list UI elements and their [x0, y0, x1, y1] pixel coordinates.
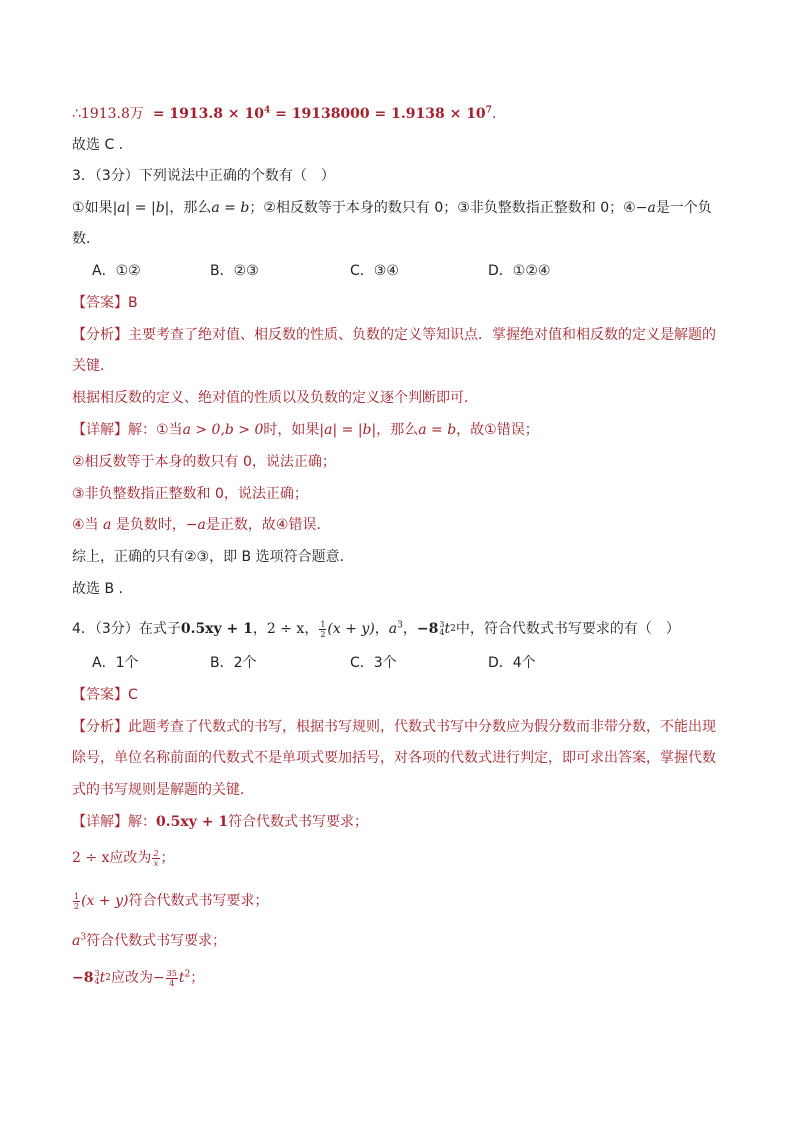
- prev-choose: 故选 C .: [72, 137, 124, 153]
- q4-detail-5-end: ；: [190, 970, 205, 986]
- q3-option-b: B．②③: [210, 263, 259, 279]
- q4-detail-2-expr: 2 ÷ x: [72, 850, 110, 866]
- q3-statements-cont: 数．: [72, 231, 100, 247]
- q3-option-a: A．①②: [92, 263, 141, 279]
- detail-1-cond: a > 0,b > 0: [182, 422, 264, 438]
- frac-den: 2: [320, 629, 326, 639]
- q3-detail-1: [72, 420, 539, 440]
- q4-detail-5-int: −8: [72, 970, 94, 986]
- q4-detail-5-den: 4: [169, 978, 175, 988]
- expr-2: 2 ÷ x: [266, 621, 305, 637]
- q4-detail-1-expr: 0.5xy + 1: [156, 814, 229, 830]
- q4-analysis-3: 式的书写规则是解题的关键．: [72, 782, 254, 798]
- sep-4: ，: [402, 621, 417, 637]
- q4-detail-5: [72, 968, 204, 988]
- q4-option-c: C．3个: [350, 655, 397, 671]
- q4-detail-2-frac: [152, 849, 159, 868]
- expr-4-exp: 3: [397, 620, 403, 631]
- detail-1-abs: |a| = |b|: [319, 422, 377, 438]
- q4-detail-5-mnum: 3: [94, 969, 100, 978]
- q4-stem: [72, 619, 680, 639]
- q4-detail-3-text: 符合代数式书写要求；: [128, 893, 269, 909]
- q3-statements: [72, 198, 712, 218]
- q4-detail-2-den: x: [153, 858, 159, 868]
- expr-5-var: t: [444, 621, 451, 637]
- q4-option-d: D．4个: [488, 655, 536, 671]
- q4-detail-5-t2: t: [178, 970, 185, 986]
- q4-detail-2-end: ；: [160, 850, 175, 866]
- eq-part-2: = 19138000 = 1.9138 × 10: [270, 106, 486, 122]
- expr-3-fraction: [319, 620, 326, 639]
- q3-analysis-2: 关键．: [72, 358, 114, 374]
- statement-1-eq: a = b: [211, 200, 250, 216]
- q4-detail-5-exp2: 2: [184, 969, 191, 980]
- q3-option-c: C．③④: [350, 263, 399, 279]
- sep-3: ，: [374, 621, 389, 637]
- q3-option-d: D．①②④: [488, 263, 551, 279]
- q4-detail-5-t: t: [99, 970, 106, 986]
- q4-detail-3-frac: [73, 892, 80, 911]
- q4-options: [92, 653, 536, 673]
- expr-1: 0.5xy + 1: [180, 621, 253, 637]
- end-dot: .: [491, 106, 497, 122]
- detail-1-eq: a = b: [418, 422, 457, 438]
- q4-detail-5-neg: −: [152, 970, 165, 986]
- q4-detail-4-text: 符合代数式书写要求；: [86, 933, 227, 949]
- q4-detail-2-num: 2: [153, 848, 159, 858]
- q3-detail-4: [72, 515, 330, 535]
- q4-stem-b: 中，符合代数式书写要求的有（ ）: [455, 621, 680, 637]
- q4-analysis-2: 除号，单位名称前面的代数式不是单项式要加括号，对各项的代数式进行判定，即可求出答案，掌握代数: [72, 750, 716, 766]
- detail-4-var: a: [103, 517, 112, 533]
- detail-4-b: 是负数时，: [115, 517, 186, 533]
- q3-answer: 【答案】B: [72, 295, 138, 311]
- frac-num: 1: [320, 619, 326, 629]
- expr-4: a: [388, 621, 398, 637]
- q3-analysis-3: 根据相反数的定义、绝对值的性质以及负数的定义逐个判断即可．: [72, 390, 478, 406]
- q4-detail-1: [72, 812, 368, 832]
- statement-4-neg: −a: [635, 200, 656, 216]
- q4-detail-5-num: 35: [166, 968, 177, 978]
- q4-option-b: B．2个: [210, 655, 257, 671]
- q4-option-a: A．1个: [92, 655, 139, 671]
- prev-result-line: [72, 104, 496, 124]
- statement-1-end: ；: [249, 200, 264, 216]
- sep-1: ，: [252, 621, 267, 637]
- q3-detail-2: ②相反数等于本身的数只有 0，说法正确；: [72, 454, 336, 470]
- q4-detail-4: [72, 931, 226, 951]
- q4-detail-2-text: 应改为: [109, 850, 152, 866]
- q3-analysis-1: 【分析】主要考查了绝对值、相反数的性质、负数的定义等知识点．掌握绝对值和相反数的定义是解题的: [72, 327, 716, 343]
- exp-1: 4: [263, 105, 271, 116]
- q3-stem: 3．（3分）下列说法中正确的个数有（ ）: [72, 168, 335, 184]
- statement-1-abs: |a| = |b|: [112, 200, 170, 216]
- q3-summary: 综上，正确的只有②③，即 B 选项符合题意．: [72, 549, 354, 565]
- detail-1-b: 时，如果: [263, 422, 320, 438]
- therefore-sign: ∴: [72, 106, 81, 122]
- q4-detail-5-text: 应改为: [110, 970, 153, 986]
- q4-detail-5-frac: [166, 969, 178, 988]
- q4-detail-3-expr: (x + y): [81, 893, 129, 909]
- lhs-number: 1913.8: [80, 106, 130, 122]
- exp-2: 7: [485, 105, 492, 116]
- statement-2: ②相反数等于本身的数只有 0；: [263, 200, 458, 216]
- statement-3: ③非负整数指正整数和 0；: [457, 200, 624, 216]
- statement-1-text: 如果: [84, 200, 113, 216]
- q4-detail-3-num: 1: [74, 891, 80, 901]
- detail-1-c: ，那么: [376, 422, 419, 438]
- eq-part-1: = 1913.8 × 10: [152, 106, 264, 122]
- statement-4-mark: ④: [623, 200, 636, 216]
- q4-detail-5-mden: 4: [94, 977, 100, 986]
- q4-detail-2: [72, 848, 175, 868]
- expr-5-int: −8: [416, 621, 439, 637]
- lhs-unit: 万: [129, 106, 144, 122]
- q4-detail-3-den: 2: [74, 901, 80, 911]
- detail-head: 【详解】解：: [72, 422, 156, 438]
- statement-1-text-b: ，那么: [169, 200, 212, 216]
- sep-2: ，: [304, 621, 319, 637]
- q4-detail-1-text: 符合代数式书写要求；: [228, 814, 369, 830]
- q4-analysis-1: 【分析】此题考查了代数式的书写，根据书写规则，代数式书写中分数应为假分数而非带分数，不能出现: [72, 719, 716, 735]
- q4-detail-4-exp: 3: [80, 932, 87, 943]
- expr-5-num: 3: [439, 620, 445, 629]
- expr-5: −8 3 4 t 2: [416, 620, 456, 637]
- q4-detail-head: 【详解】解：: [72, 814, 156, 830]
- q4-stem-a: 4．（3分）在式子: [72, 621, 181, 637]
- detail-1-a: ①当: [156, 422, 183, 438]
- q4-detail-5-mixed: −8 3 4 t 2: [72, 969, 111, 986]
- expr-5-den: 4: [439, 628, 445, 637]
- q4-detail-3: [72, 891, 268, 911]
- expr-3: (x + y): [327, 621, 375, 637]
- q3-detail-3: ③非负整数指正整数和 0，说法正确；: [72, 486, 308, 502]
- detail-1-d: ，故①错误；: [456, 422, 539, 438]
- statement-4-text: 是一个负: [655, 200, 712, 216]
- detail-4-neg: −a: [185, 517, 206, 533]
- detail-4-a: ④当: [72, 517, 99, 533]
- q3-choose: 故选 B .: [72, 581, 123, 597]
- statement-1-mark: ①: [72, 200, 85, 216]
- detail-4-c: 是正数，故④错误．: [205, 517, 331, 533]
- q3-options: [92, 261, 550, 281]
- q4-detail-4-var: a: [72, 933, 81, 949]
- q4-answer: 【答案】C: [72, 687, 138, 703]
